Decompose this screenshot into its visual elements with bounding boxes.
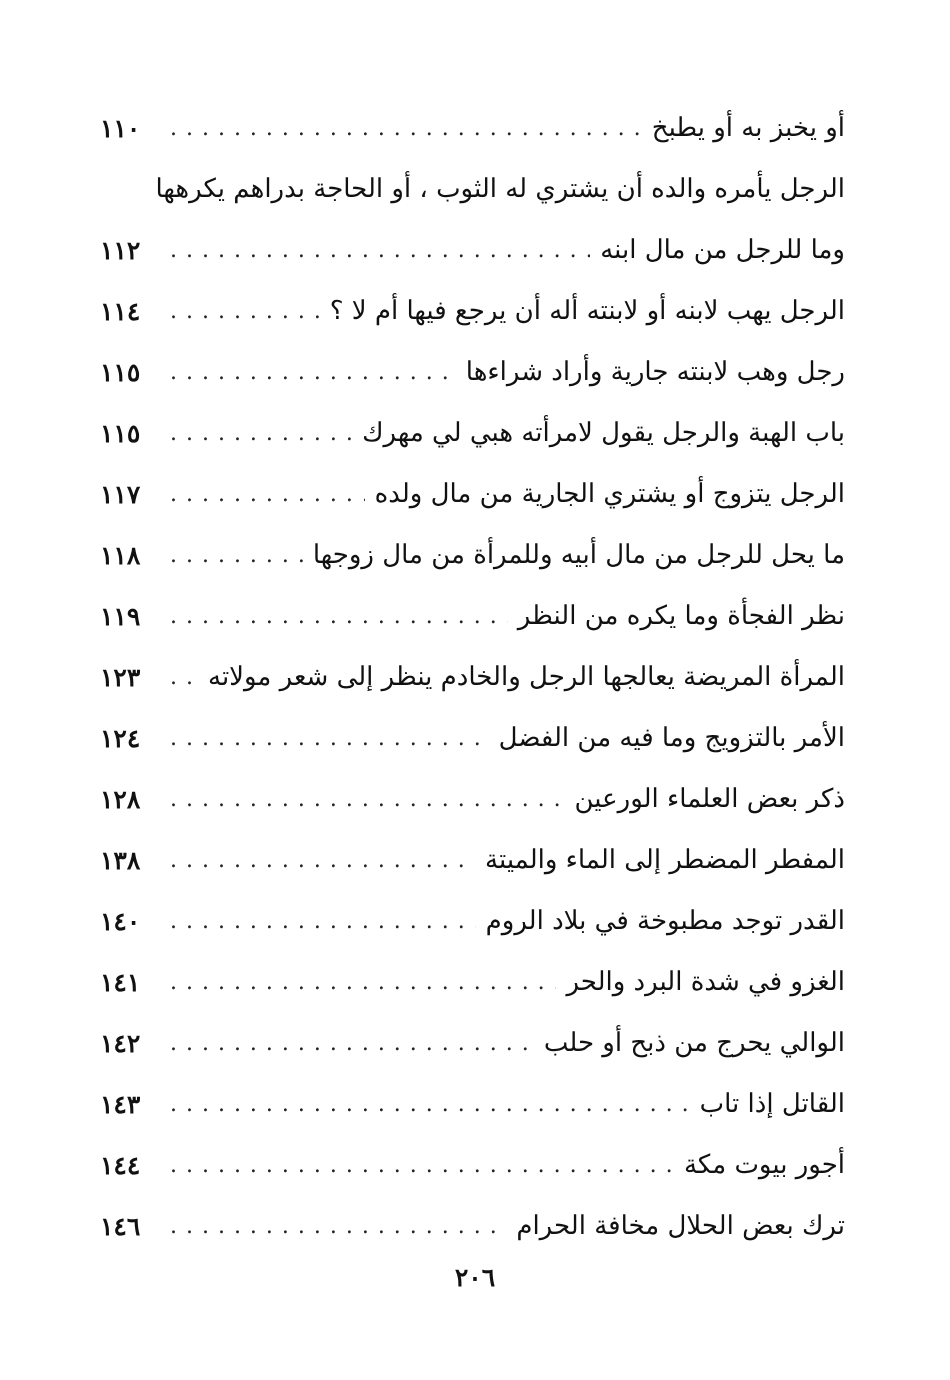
toc-entry-page: ١١٩: [100, 602, 141, 631]
toc-entry-title: المرأة المريضة يعالجها الرجل والخادم ينظر إلى شعر مولاته: [208, 662, 845, 692]
toc-entry-page: ١٤١: [100, 968, 141, 997]
toc-entry-page: ١١٥: [100, 358, 141, 387]
dot-leader: [170, 769, 565, 830]
toc-entry-page: ١١٠: [100, 114, 141, 143]
dot-leader: [170, 891, 476, 952]
toc-entry-title: الرجل يهب لابنه أو لابنته أله أن يرجع فيها أم لا ؟: [329, 296, 845, 326]
toc-entry: [100, 830, 845, 891]
toc-entry-title: القاتل إذا تاب: [699, 1089, 845, 1119]
toc-entry-page: ١١٧: [100, 480, 141, 509]
toc-entry: [100, 1135, 845, 1196]
dot-leader: [170, 1074, 690, 1135]
dot-leader: [170, 708, 489, 769]
toc-entry-page: ١٤٦: [100, 1212, 141, 1241]
dot-leader: [170, 525, 303, 586]
toc-entry: [100, 220, 845, 281]
toc-entry: [100, 647, 845, 708]
toc-entry-page: ١٣٨: [100, 846, 141, 875]
dot-leader: [170, 586, 508, 647]
toc-entry-title: باب الهبة والرجل يقول لامرأته هبي لي مهرك: [362, 418, 845, 448]
toc-entry: [100, 708, 845, 769]
toc-entry-title: ترك بعض الحلال مخافة الحرام: [516, 1211, 845, 1241]
toc-entry-title: الرجل يأمره والده أن يشتري له الثوب ، أو الحاجة بدراهم يكرهها: [155, 174, 845, 204]
toc-entry-title: أجور بيوت مكة: [683, 1150, 845, 1180]
toc-entry: [100, 98, 845, 159]
dot-leader: [170, 281, 320, 342]
toc-entry: [100, 1013, 845, 1074]
toc-entry-page: ١٢٣: [100, 663, 141, 692]
toc-entry-title: نظر الفجأة وما يكره من النظر: [517, 601, 845, 631]
table-of-contents: [100, 98, 845, 1257]
toc-entry-page: ١١٢: [100, 236, 141, 265]
toc-entry-page: ١٤٤: [100, 1151, 141, 1180]
dot-leader: [170, 830, 475, 891]
toc-entry-title: ذكر بعض العلماء الورعين: [574, 784, 845, 814]
toc-entry: [100, 159, 845, 220]
page-number: ٢٠٦: [454, 1263, 496, 1292]
toc-entry-title: أو يخبز به أو يطبخ: [651, 113, 845, 143]
toc-entry-title: القدر توجد مطبوخة في بلاد الروم: [485, 906, 845, 936]
toc-entry-title: ما يحل للرجل من مال أبيه وللمرأة من مال زوجها: [312, 540, 845, 570]
toc-entry: [100, 586, 845, 647]
toc-entry: [100, 525, 845, 586]
toc-entry: [100, 891, 845, 952]
dot-leader: [170, 952, 556, 1013]
toc-entry-title: الغزو في شدة البرد والحر: [566, 967, 845, 997]
dot-leader: [170, 342, 456, 403]
toc-entry: [100, 1074, 845, 1135]
dot-leader: [170, 647, 198, 708]
toc-entry: [100, 403, 845, 464]
toc-entry-page: ١١٥: [100, 419, 141, 448]
toc-entry: [100, 769, 845, 830]
toc-entry-page: ١٢٤: [100, 724, 141, 753]
toc-entry-page: ١٤٣: [100, 1090, 141, 1119]
toc-entry-title: رجل وهب لابنته جارية وأراد شراءها: [465, 357, 845, 387]
toc-entry: [100, 342, 845, 403]
toc-entry-page: ١٤٠: [100, 907, 141, 936]
toc-entry-page: ١٤٢: [100, 1029, 141, 1058]
toc-entry-title: المفطر المضطر إلى الماء والميتة: [485, 845, 845, 875]
toc-entry-title: الرجل يتزوج أو يشتري الجارية من مال ولده: [374, 479, 845, 509]
toc-entry-title: وما للرجل من مال ابنه: [600, 235, 845, 265]
toc-entry: [100, 464, 845, 525]
dot-leader: [170, 464, 365, 525]
toc-entry-title: الوالي يحرج من ذبح أو حلب: [543, 1028, 845, 1058]
dot-leader: [170, 98, 642, 159]
dot-leader: [170, 1135, 674, 1196]
toc-entry: [100, 281, 845, 342]
toc-entry-page: ١١٨: [100, 541, 141, 570]
dot-leader: [170, 220, 590, 281]
dot-leader: [170, 1013, 534, 1074]
toc-entry: [100, 952, 845, 1013]
toc-entry-page: ١١٤: [100, 297, 141, 326]
toc-entry-page: ١٢٨: [100, 785, 141, 814]
toc-entry: [100, 1196, 845, 1257]
dot-leader: [170, 403, 352, 464]
dot-leader: [170, 1196, 506, 1257]
toc-entry-title: الأمر بالتزويج وما فيه من الفضل: [498, 723, 845, 753]
